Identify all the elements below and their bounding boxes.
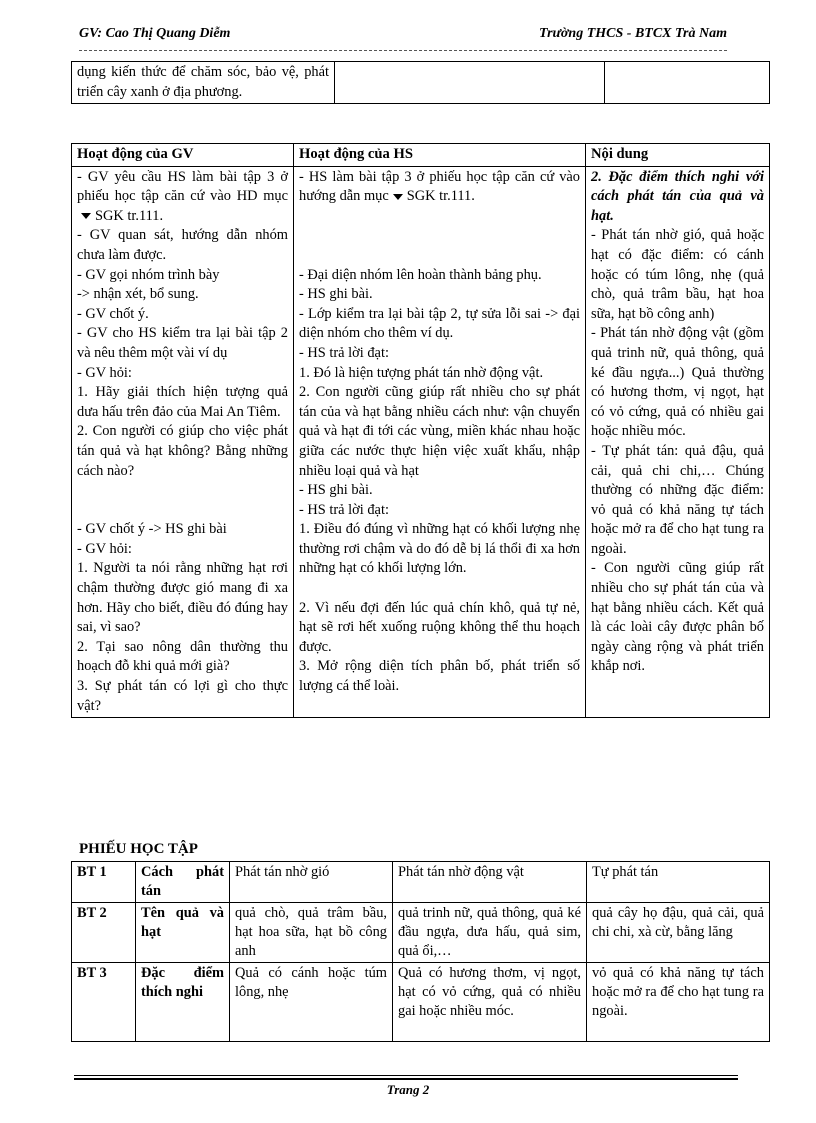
cell-animal: Phát tán nhờ động vật xyxy=(393,862,587,903)
cell-animal: Quả có hương thơm, vị ngọt, hạt có vỏ cứng, quả có nhiều gai hoặc nhiều móc. xyxy=(393,963,587,1042)
hs-line: 2. Con người cũng giúp rất nhiều cho sự phát tán của và hạt bằng nhiều cách như: vận chuyển quả và hạt đi tới các vùng, miền khác nhau hoặc giữa các nước thực hiện việc xuất khẩu, nhập nhiều loại quả và hạt xyxy=(299,384,580,479)
page-number: Trang 2 xyxy=(386,1082,430,1097)
bt-label: BT 1 xyxy=(72,862,136,903)
cell-animal: quả trinh nữ, quả thông, quả ké đầu ngựa, dưa hấu, quả sim, quả ổi,… xyxy=(393,903,587,963)
cell-self: quả cây họ đậu, quả cải, quả chi chi, xà cừ, bằng lăng xyxy=(587,903,770,963)
cell-wind: Phát tán nhờ gió xyxy=(230,862,393,903)
worksheet-table xyxy=(71,861,770,1042)
gv-line: 2. Tại sao nông dân thường thu hoạch đỗ khi quả mới già? xyxy=(77,638,288,675)
table-row xyxy=(72,963,770,1042)
gv-line: - GV chốt ý -> HS ghi bài xyxy=(77,521,227,538)
gv-line: - GV yêu cầu HS làm bài tập 3 ở phiếu học tập căn cứ vào HD mục xyxy=(77,168,288,205)
gv-line: 1. Người ta nói rằng những hạt rơi chậm thường được gió mang đi xa hơn. Hãy cho biết, điều đó đúng hay sai, vì sao? xyxy=(77,560,288,636)
top-cell-2 xyxy=(335,62,605,104)
gv-line: - GV chốt ý. xyxy=(77,305,149,322)
hs-line: - Đại diện nhóm lên hoàn thành bảng phụ. xyxy=(299,266,542,283)
top-table xyxy=(71,61,770,104)
hs-line: 2. Vì nếu đợi đến lúc quả chín khô, quả tự nẻ, hạt sẽ rơi hết xuống ruộng không thể thu hoạch được. xyxy=(299,599,580,655)
gv-line: - GV cho HS kiểm tra lại bài tập 2 và nêu thêm một vài ví dụ xyxy=(77,325,288,361)
row-label: Đặc điểm thích nghi xyxy=(136,963,230,1042)
hs-line: 3. Mở rộng diện tích phân bố, phát triển số lượng cá thể loài. xyxy=(299,658,580,695)
top-cell-3 xyxy=(605,62,770,104)
gv-line: - GV hỏi: xyxy=(77,364,132,381)
gv-line: - GV hỏi: xyxy=(77,540,132,557)
activity-table xyxy=(71,143,770,718)
nd-line: - Tự phát tán: quả đậu, quả cải, quả chi chi,… Chúng thường có những đặc điểm: vỏ quả có khả năng tự tách hoặc mở ra để cho hạt tung ra ngoài. xyxy=(591,442,764,557)
footer-rule xyxy=(74,1075,738,1076)
nd-line: - Phát tán nhờ động vật (gồm quả trinh nữ, quả thông, quả ké đầu ngựa...) Quả thường có hương thơm, vị ngọt, hạt có vỏ cứng, quả có nhiều gai hoặc nhiều móc. xyxy=(591,325,764,440)
bt-label: BT 2 xyxy=(72,903,136,963)
header-teacher: GV: Cao Thị Quang Diễm xyxy=(79,26,231,41)
page-header xyxy=(79,26,727,42)
hs-line: - HS ghi bài. xyxy=(299,482,373,499)
top-cell-1: dụng kiến thức để chăm sóc, bảo vệ, phát triển cây xanh ở địa phương. xyxy=(72,62,335,104)
worksheet-title: PHIẾU HỌC TẬP xyxy=(79,841,198,857)
cell-self: Tự phát tán xyxy=(587,862,770,903)
nd-line: - Con người cũng giúp rất nhiều cho sự phát tán của và hạt bằng nhiều cách. Kết quả là các loài cây được phân bố ngày càng rộng và phát triển khắp nơi. xyxy=(591,560,764,675)
hs-line: - HS làm bài tập 3 ở phiếu học tập căn cứ vào hướng dẫn mục xyxy=(299,168,580,205)
gv-line: - GV quan sát, hướng dẫn nhóm chưa làm được. xyxy=(77,227,288,263)
cell-wind: quả chò, quả trâm bầu, hạt hoa sữa, hạt bồ công anh xyxy=(230,903,393,963)
gv-line: - GV gọi nhóm trình bày xyxy=(77,266,220,283)
hs-line: - HS ghi bài. xyxy=(299,286,373,303)
row-label: Cách phát tán xyxy=(136,862,230,903)
hs-line: - Lớp kiểm tra lại bài tập 2, tự sửa lỗi sai -> đại diện nhóm cho thêm ví dụ. xyxy=(299,305,580,342)
header-nd: Nội dung xyxy=(586,144,770,167)
table-row xyxy=(72,903,770,963)
gv-line: SGK tr.111. xyxy=(95,207,164,224)
hs-column xyxy=(294,166,586,718)
bt-label: BT 3 xyxy=(72,963,136,1042)
table-row xyxy=(72,862,770,903)
nd-title: 2. Đặc điểm thích nghi với cách phát tán của quả và hạt. xyxy=(591,168,764,224)
gv-line: 3. Sự phát tán có lợi gì cho thực vật? xyxy=(77,678,288,714)
header-hs: Hoạt động của HS xyxy=(294,144,586,167)
header-gv: Hoạt động của GV xyxy=(72,144,294,167)
gv-line: -> nhận xét, bổ sung. xyxy=(77,286,199,303)
nd-line: - Phát tán nhờ gió, quả hoặc hạt có đặc điểm: có cánh hoặc có túm lông, nhẹ (quả chò, quả trâm bầu, hạt hoa sữa, hạt bồ công anh) xyxy=(591,227,764,322)
cell-wind: Quả có cánh hoặc túm lông, nhẹ xyxy=(230,963,393,1042)
row-label: Tên quả và hạt xyxy=(136,903,230,963)
cell-self: vỏ quả có khả năng tự tách hoặc mở ra để cho hạt tung ra ngoài. xyxy=(587,963,770,1042)
header-school: Trường THCS - BTCX Trà Nam xyxy=(539,26,727,41)
hs-line: - HS trả lời đạt: xyxy=(299,344,389,361)
hs-line: SGK tr.111. xyxy=(406,188,475,205)
triangle-down-icon xyxy=(81,213,91,219)
gv-line: 2. Con người có giúp cho việc phát tán quả và hạt không? Bằng những cách nào? xyxy=(77,423,288,479)
gv-column xyxy=(72,166,294,718)
hs-line: 1. Đó là hiện tượng phát tán nhờ động vật. xyxy=(299,364,544,381)
hs-line: 1. Điều đó đúng vì những hạt có khối lượng nhẹ thường rơi chậm và do đó dễ bị lá thổi đi xa hơn những hạt có khối lượng lớn. xyxy=(299,521,580,577)
gv-line: 1. Hãy giải thích hiện tượng quả dưa hấu trên đảo của Mai An Tiêm. xyxy=(77,384,288,420)
hs-line: - HS trả lời đạt: xyxy=(299,501,389,518)
footer-rule-thick xyxy=(74,1078,738,1080)
header-divider xyxy=(79,50,727,51)
nd-column xyxy=(586,166,770,718)
triangle-down-icon xyxy=(393,194,403,200)
